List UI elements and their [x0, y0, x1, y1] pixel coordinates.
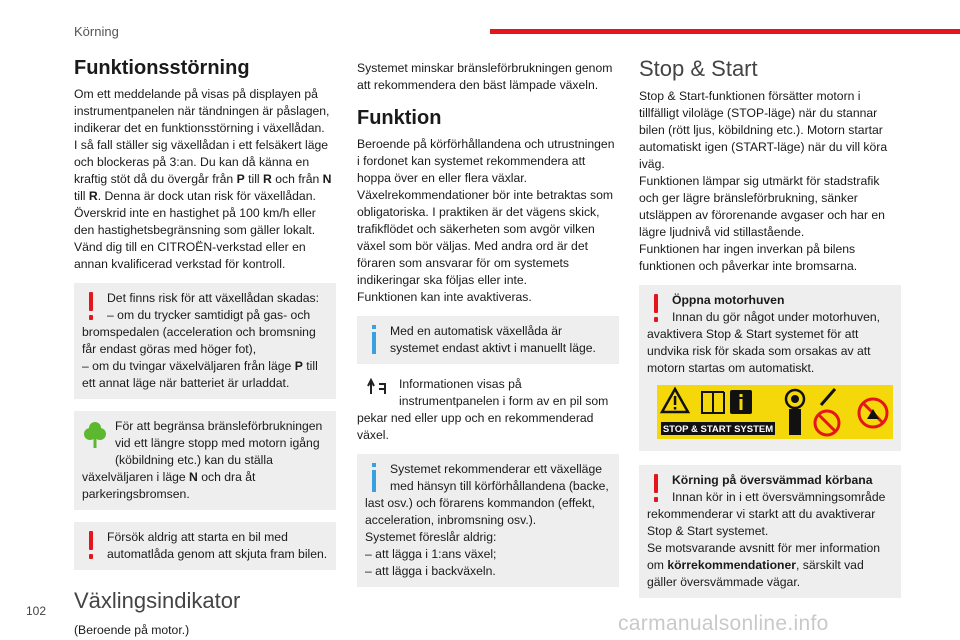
- sticker-label: STOP & START SYSTEM: [662, 424, 774, 436]
- column-2: [357, 60, 619, 599]
- section-title-malfunction: Funktionsstörning: [74, 57, 250, 79]
- section-title-stop-start: Stop & Start: [639, 56, 758, 81]
- section-title-shift-indicator: Växlingsindikator: [74, 588, 241, 613]
- gear-shift-arrow-icon: [365, 378, 389, 401]
- warning-box-push-start: Försök aldrig att starta en bil med automatlåda genom att skjuta fram bilen.: [74, 522, 336, 570]
- watermark: carmanualsonline.info: [618, 612, 829, 635]
- stop-start-text: Stop & Start-funktionen försätter motorn i tillfälligt viloläge (STOP-läge) när du stannar bilen (rött ljus, köbildning etc.). Motorn startar automatiskt igen (START-läge) när du vill köra iväg. Funktionen lämpar sig utmärkt för stadstrafik och ger lägre bränsleförbrukning, sänker utsläppen av förorenande avgaser och har en lägre ljudnivå vid stillastående. Funktionen har ingen inverkan på bilens funktionen och påverkar inte bromsarna.: [639, 89, 888, 274]
- warning-box-flooded-road: Körning på översvämmad körbana Innan kör in i ett översvämningsområde rekommenderar vi starkt att du avaktiverar Stop & Start systemet. Se motsvarande avsnitt för mer information om körrekommendationer, särskilt vad gäller översvämmade vägar.: [639, 465, 901, 598]
- info-box-recommendation: Systemet rekommenderar ett växelläge med hänsyn till körförhållandena (backe, last osv.) och förarens kommandon (effekt, acceleration, inbromsning osv.). Systemet föreslår aldrig: – att lägga i 1:ans växel; – att lägga i backväxeln.: [357, 454, 619, 587]
- eco-tree-icon: [84, 420, 106, 455]
- info-icon: [367, 325, 381, 355]
- stop-start-warning-sticker: [657, 385, 894, 444]
- warning-box-gearbox-damage: Det finns risk för att växellådan skadas: – om du trycker samtidigt på gas- och bromspedalen (acceleration och bromsning får endast göras med höger fot), – om du tvingar växelväljaren från läge P till ett annat läge när batteriet är urladdat.: [74, 283, 336, 399]
- warning-icon: [84, 292, 98, 322]
- info-box-automatic: Med en automatisk växellåda är systemet endast aktivt i manuellt läge.: [357, 316, 619, 364]
- header-accent-bar: [490, 29, 960, 34]
- shift-intro-text: Systemet minskar bränsleförbrukningen genom att rekommendera den bäst lämpade växeln.: [357, 61, 613, 92]
- warning-box-bonnet: Öppna motorhuven Innan du gör något under motorhuven, avaktivera Stop & Start systemet för att undvika risk för skada som orsakas av att motorn startas om automatiskt. STOP & START SYSTEM: [639, 285, 901, 451]
- section-title-function: Funktion: [357, 107, 442, 129]
- gear-indicator-note: Informationen visas på instrumentpanelen i form av en pil som pekar ned eller upp och en rekommenderad växel.: [357, 377, 609, 442]
- function-text: Beroende på körförhållandena och utrustningen i fordonet kan systemet rekommendera att hoppa över en eller flera växlar. Växelrekommendationer bör inte betraktas som obligatoriska. I praktiken är det vägens skick, trafikflödet och säkerheten som avgör vilken växel som bör väljas. Med andra ord är det föraren som ansvarar för om systemets indikeringar ska följas eller inte. Funktionen kan inte avaktiveras.: [357, 137, 615, 304]
- eco-tip-box: För att begränsa bränsleförbrukningen vid ett längre stopp med motorn igång (köbildning etc.) kan du ställa växelväljaren i läge N och dra åt parkeringsbromsen.: [74, 411, 336, 510]
- running-header: Körning: [74, 24, 119, 39]
- info-icon: [367, 463, 381, 493]
- engine-note: (Beroende på motor.): [74, 623, 190, 638]
- warning-icon: [649, 474, 663, 504]
- column-1: [74, 56, 336, 639]
- malfunction-text: Om ett meddelande på visas på displayen på instrumentpanelen när tändningen är påslagen, indikerar det en funktionsstörning i växellådan. I så fall ställer sig växellådan i ett felsäkert läge och blockeras på 3:an. Du kan då känna en kraftig stöt då du övergår från P till R och från N till R. Denna är dock utan risk för växellådan. Överskrid inte en hastighet på 100 km/h eller den hastighetsbegränsning som gäller lokalt. Vänd dig till en CITROËN-verkstad eller en annan kvalificerad verkstad för kontroll.: [74, 87, 332, 271]
- page-number: 102: [26, 604, 47, 618]
- warning-icon: [84, 531, 98, 561]
- column-3: [639, 56, 901, 610]
- warning-icon: [649, 294, 663, 324]
